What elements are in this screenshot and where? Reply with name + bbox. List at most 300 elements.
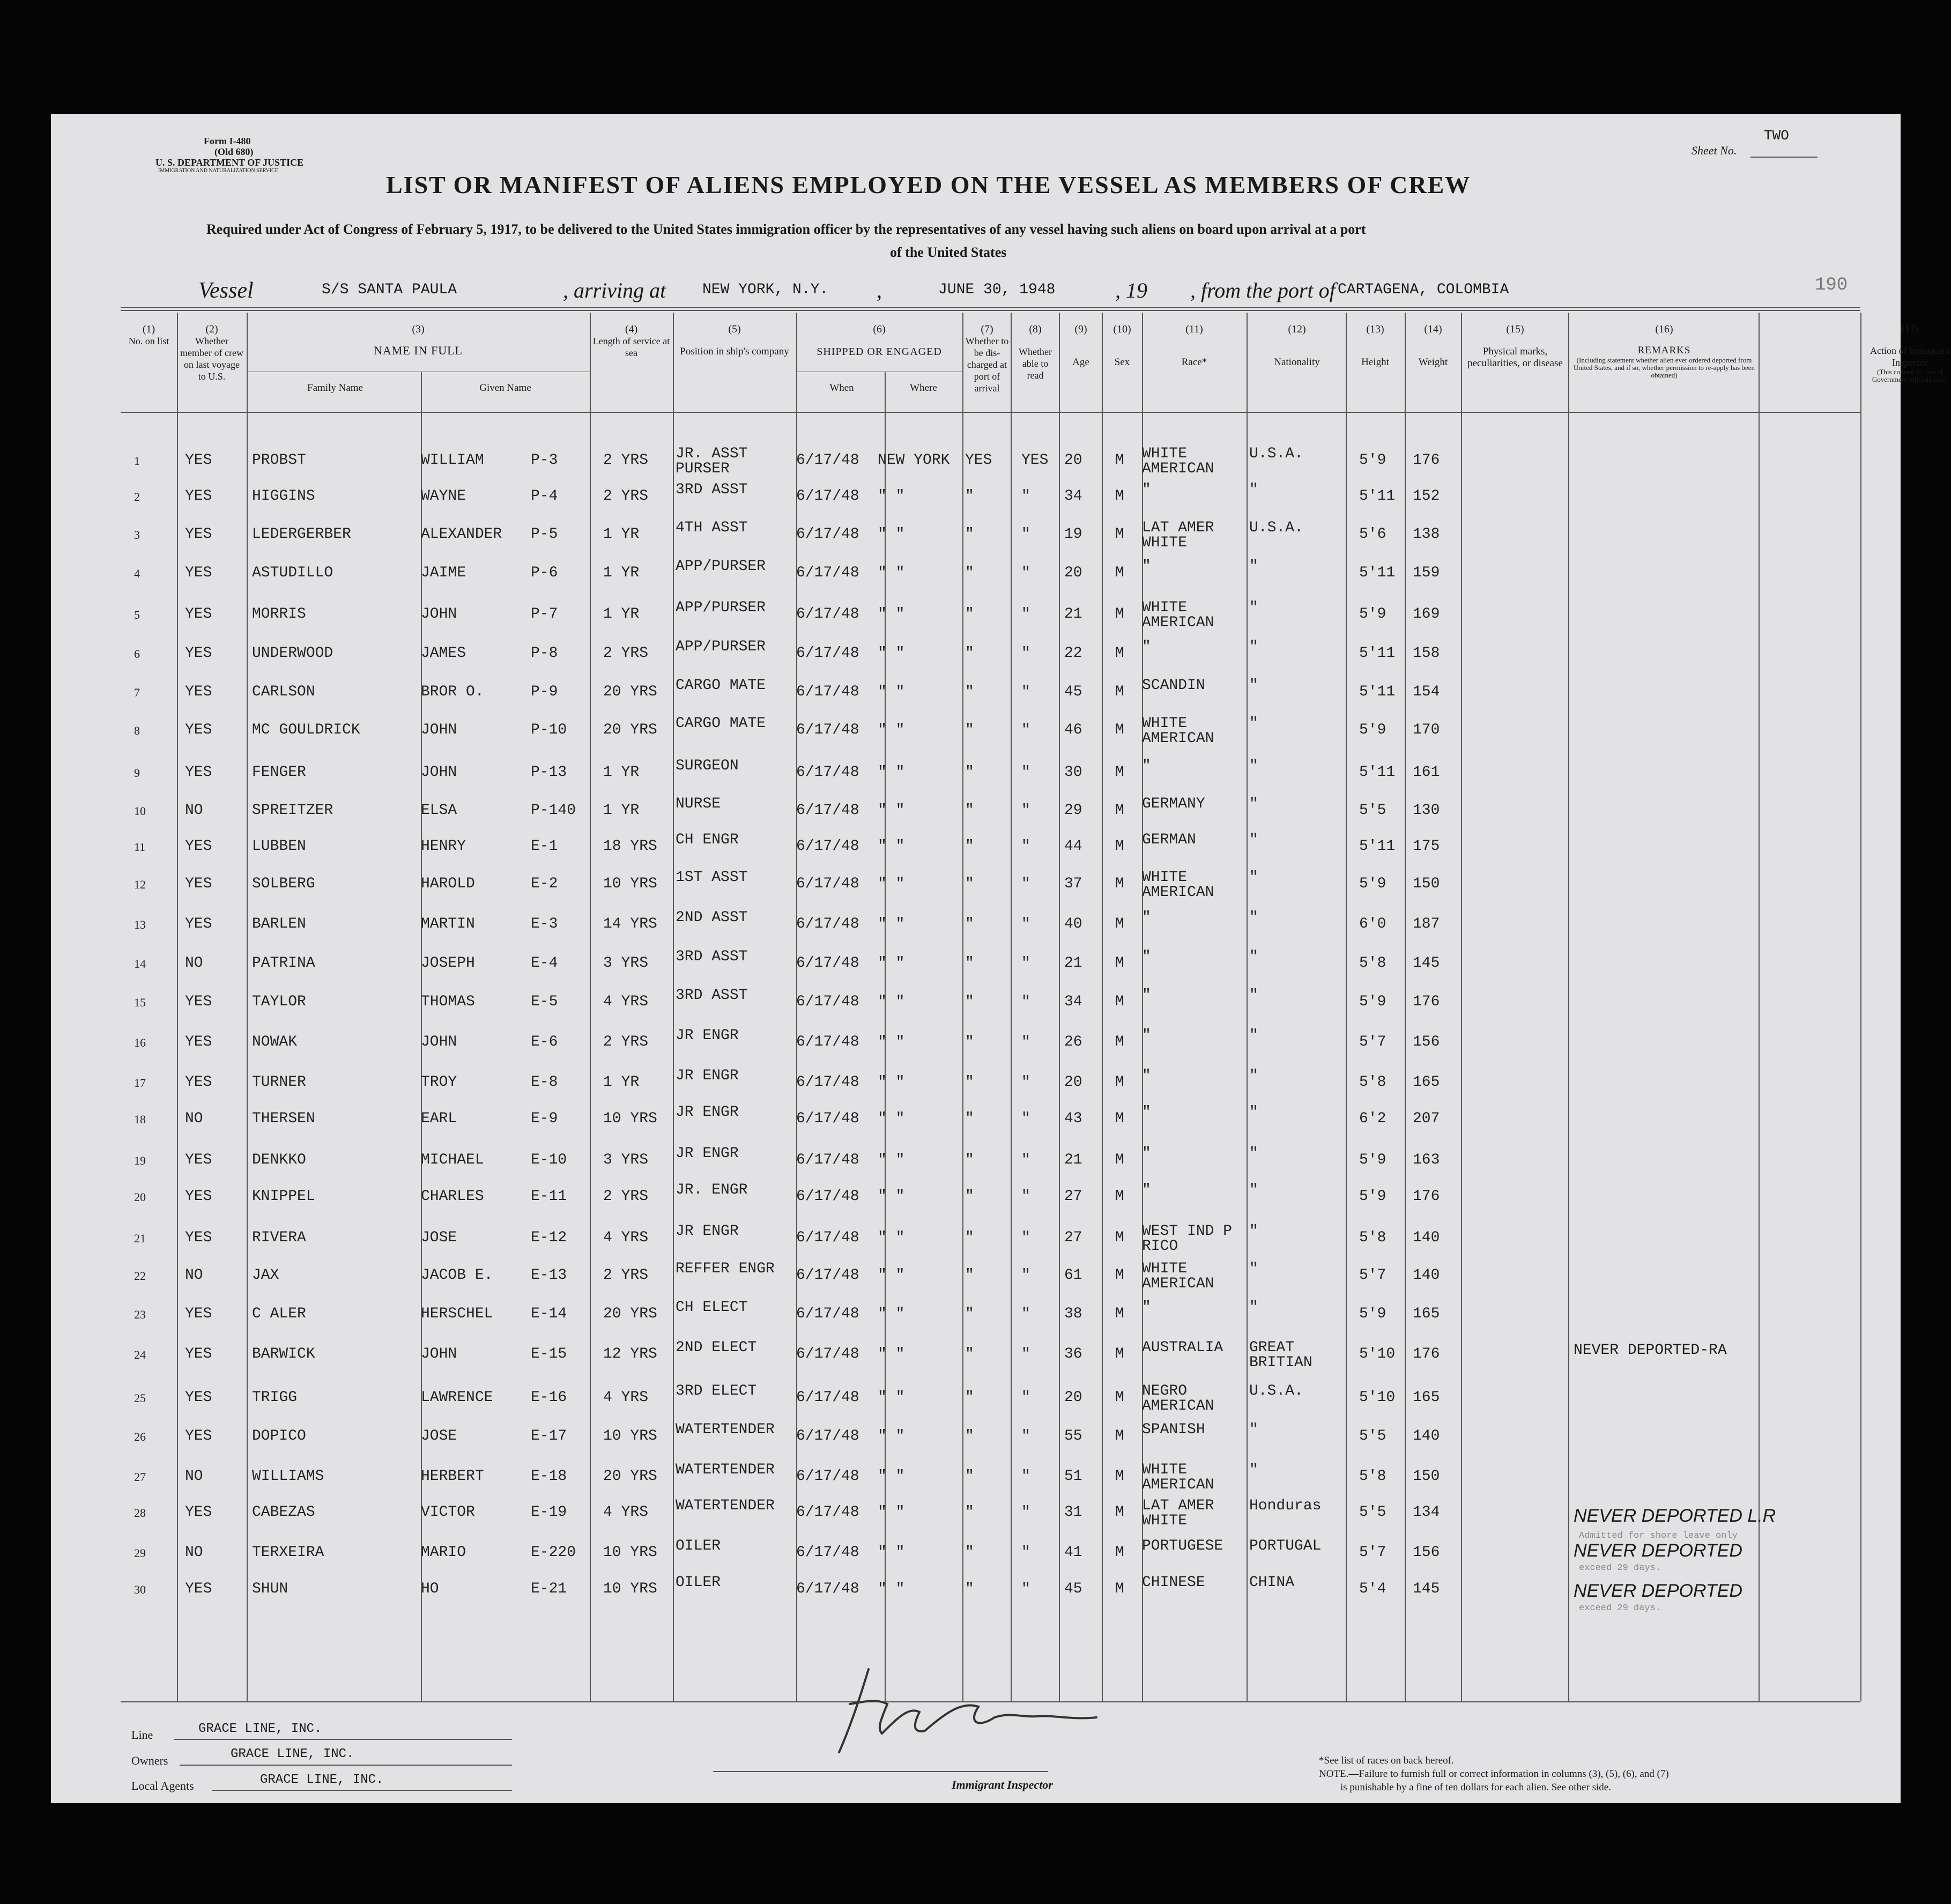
cell-no: 4 xyxy=(134,567,140,580)
cell-nationality: " xyxy=(1249,715,1258,732)
cell-family: HIGGINS xyxy=(252,488,315,505)
cell-age: 20 xyxy=(1064,565,1082,581)
cell-member: YES xyxy=(185,1152,212,1168)
cell-race: SPANISH xyxy=(1142,1421,1205,1438)
cell-member: YES xyxy=(185,1034,212,1050)
header-rule-thin xyxy=(121,307,1860,308)
cell-no: 12 xyxy=(134,878,146,891)
cell-given: MICHAEL xyxy=(421,1152,484,1168)
cell-sex: M xyxy=(1115,684,1124,700)
cell-read: " xyxy=(1021,994,1030,1010)
cell-nationality: Honduras xyxy=(1249,1498,1322,1514)
cell-member: NO xyxy=(185,1110,203,1127)
cell-family: LEDERGERBER xyxy=(252,526,351,543)
cell-family: SPREITZER xyxy=(252,802,333,819)
col-header-read: (8) Whether able to read xyxy=(1019,323,1052,381)
cell-race: " xyxy=(1142,639,1151,655)
cell-no: 2 xyxy=(134,490,140,503)
cell-service: 12 YRS xyxy=(603,1346,657,1362)
cell-no: 5 xyxy=(134,608,140,621)
cell-service: 3 YRS xyxy=(603,1152,649,1168)
col-header-given: Given Name xyxy=(479,382,531,394)
cell-when: 6/17/48 xyxy=(796,722,859,738)
cell-age: 21 xyxy=(1064,606,1082,623)
cell-position: 3RD ASST xyxy=(676,949,748,965)
cell-height: 5'7 xyxy=(1359,1267,1386,1284)
cell-sex: M xyxy=(1115,955,1124,972)
cell-height: 5'9 xyxy=(1359,606,1386,623)
cell-age: 20 xyxy=(1064,452,1082,469)
cell-race: PORTUGESE xyxy=(1142,1538,1223,1554)
vessel-label: Vessel xyxy=(198,278,254,303)
cell-height: 5'9 xyxy=(1359,994,1386,1010)
col-header-member: (2) Whether member of crew on last voyage to U.S. xyxy=(180,323,243,382)
cell-sex: M xyxy=(1115,1544,1124,1561)
cell-given: JOHN xyxy=(421,764,457,781)
cell-discharged: " xyxy=(965,722,974,738)
cell-service: 4 YRS xyxy=(603,1229,649,1246)
cell-where: " " xyxy=(878,1229,905,1246)
cell-read: " xyxy=(1021,955,1030,972)
agents-value: GRACE LINE, INC. xyxy=(260,1773,384,1787)
cell-height: 5'5 xyxy=(1359,1504,1386,1521)
inspector-signature xyxy=(818,1653,1118,1760)
cell-given: MARTIN xyxy=(421,916,475,932)
cell-height: 5'5 xyxy=(1359,1428,1386,1444)
cell-no: 20 xyxy=(134,1190,146,1204)
cell-race: " xyxy=(1142,1145,1151,1162)
cell-position: OILER xyxy=(676,1574,721,1591)
cell-where: " " xyxy=(878,1581,905,1597)
cell-member: YES xyxy=(185,722,212,738)
cell-member: YES xyxy=(185,876,212,892)
col-header-service: (4) Length of service at sea xyxy=(592,323,670,358)
cell-code: E-11 xyxy=(531,1188,567,1205)
cell-member: YES xyxy=(185,645,212,662)
cell-height: 5'11 xyxy=(1359,488,1396,505)
cell-family: DOPICO xyxy=(252,1428,306,1444)
cell-weight: 159 xyxy=(1413,565,1440,581)
cell-when: 6/17/48 xyxy=(796,1267,859,1284)
cell-when: 6/17/48 xyxy=(796,1306,859,1322)
cell-position: NURSE xyxy=(676,796,721,812)
cell-given: ALEXANDER xyxy=(421,526,502,543)
cell-code: P-4 xyxy=(531,488,558,505)
cell-position: 2ND ASST xyxy=(676,909,748,926)
cell-no: 7 xyxy=(134,686,140,699)
cell-service: 1 YR xyxy=(603,802,640,819)
cell-service: 2 YRS xyxy=(603,488,649,505)
cell-height: 5'11 xyxy=(1359,645,1396,662)
cell-nationality: " xyxy=(1249,796,1258,812)
cell-height: 5'10 xyxy=(1359,1346,1396,1362)
cell-sex: M xyxy=(1115,1428,1124,1444)
cell-age: 44 xyxy=(1064,838,1082,855)
col-header-action: (17) Action of Immigrant Inspector (This column for use of Government officials only) xyxy=(1870,323,1950,383)
cell-nationality: " xyxy=(1249,1462,1258,1478)
cell-nationality: U.S.A. xyxy=(1249,520,1303,536)
cell-family: LUBBEN xyxy=(252,838,306,855)
cell-sex: M xyxy=(1115,1468,1124,1485)
cell-where: " " xyxy=(878,1504,905,1521)
cell-sex: M xyxy=(1115,488,1124,505)
cell-discharged: " xyxy=(965,1306,974,1322)
cell-code: E-14 xyxy=(531,1306,567,1322)
cell-member: YES xyxy=(185,1428,212,1444)
cell-height: 5'11 xyxy=(1359,565,1396,581)
col-header-when: When xyxy=(829,382,854,394)
cell-given: JOHN xyxy=(421,722,457,738)
cell-where: " " xyxy=(878,994,905,1010)
cell-when: 6/17/48 xyxy=(796,1468,859,1485)
cell-when: 6/17/48 xyxy=(796,1110,859,1127)
col-header-nationality: (12) Nationality xyxy=(1274,323,1320,368)
cell-no: 30 xyxy=(134,1583,146,1596)
cell-height: 5'8 xyxy=(1359,1468,1386,1485)
cell-service: 20 YRS xyxy=(603,1468,657,1485)
cell-member: YES xyxy=(185,1306,212,1322)
cell-family: WILLIAMS xyxy=(252,1468,324,1485)
cell-service: 20 YRS xyxy=(603,684,657,700)
cell-age: 51 xyxy=(1064,1468,1082,1485)
year-label: , 19 xyxy=(1115,278,1147,302)
cell-position: OILER xyxy=(676,1538,721,1554)
footnote-penalty: NOTE.—Failure to furnish full or correct information in columns (3), (5), (6), and (7) xyxy=(1319,1768,1669,1780)
from-label: , from the port of xyxy=(1190,278,1336,302)
table-row xyxy=(51,520,1901,558)
agents-label: Local Agents xyxy=(131,1779,194,1792)
cell-position: 2ND ELECT xyxy=(676,1339,757,1356)
table-row xyxy=(51,1223,1901,1262)
cell-position: JR ENGR xyxy=(676,1027,739,1044)
cell-sex: M xyxy=(1115,1504,1124,1521)
cell-when: 6/17/48 xyxy=(796,916,859,932)
cell-where: " " xyxy=(878,684,905,700)
table-row xyxy=(51,558,1901,597)
cell-family: TRIGG xyxy=(252,1389,298,1406)
cell-given: THOMAS xyxy=(421,994,475,1010)
cell-member: YES xyxy=(185,452,212,469)
table-row xyxy=(51,987,1901,1026)
cell-height: 5'8 xyxy=(1359,1229,1386,1246)
cell-given: MARIO xyxy=(421,1544,466,1561)
arriving-label: , arriving at xyxy=(563,278,666,302)
cell-weight: 156 xyxy=(1413,1034,1440,1050)
cell-no: 19 xyxy=(134,1154,146,1167)
cell-where: " " xyxy=(878,1110,905,1127)
cell-read: " xyxy=(1021,838,1030,855)
vessel-name: S/S SANTA PAULA xyxy=(322,281,457,298)
cell-race: " xyxy=(1142,1182,1151,1198)
cell-position: 1ST ASST xyxy=(676,869,748,886)
arrival-port: NEW YORK, N.Y. xyxy=(702,281,829,298)
cell-family: CABEZAS xyxy=(252,1504,315,1521)
cell-height: 5'11 xyxy=(1359,838,1396,855)
cell-race: SCANDIN xyxy=(1142,677,1205,694)
cell-position: JR ENGR xyxy=(676,1104,739,1121)
cell-given: VICTOR xyxy=(421,1504,475,1521)
cell-race: AUSTRALIA xyxy=(1142,1339,1223,1356)
cell-member: YES xyxy=(185,565,212,581)
cell-sex: M xyxy=(1115,1346,1124,1362)
cell-when: 6/17/48 xyxy=(796,802,859,819)
cell-position: CH ENGR xyxy=(676,832,739,848)
cell-nationality: " xyxy=(1249,1068,1258,1084)
cell-where: NEW YORK xyxy=(878,452,950,469)
table-row xyxy=(51,1182,1901,1220)
cell-weight: 158 xyxy=(1413,645,1440,662)
cell-read: " xyxy=(1021,1110,1030,1127)
cell-nationality: GREAT BRITIAN xyxy=(1249,1339,1312,1371)
cell-weight: 134 xyxy=(1413,1504,1440,1521)
cell-race: LAT AMER WHITE xyxy=(1142,1498,1214,1529)
cell-member: YES xyxy=(185,838,212,855)
cell-family: PATRINA xyxy=(252,955,315,972)
cell-position: APP/PURSER xyxy=(676,639,766,655)
cell-discharged: " xyxy=(965,645,974,662)
cell-no: 21 xyxy=(134,1232,146,1245)
cell-code: E-12 xyxy=(531,1229,567,1246)
cell-code: P-10 xyxy=(531,722,567,738)
cell-family: C ALER xyxy=(252,1306,306,1322)
cell-when: 6/17/48 xyxy=(796,452,859,469)
cell-no: 16 xyxy=(134,1036,146,1049)
cell-age: 55 xyxy=(1064,1428,1082,1444)
cell-read: " xyxy=(1021,1544,1030,1561)
cell-code: E-6 xyxy=(531,1034,558,1050)
cell-service: 1 YR xyxy=(603,1074,640,1091)
cell-position: REFFER ENGR xyxy=(676,1261,775,1277)
cell-height: 5'9 xyxy=(1359,1152,1386,1168)
cell-given: CHARLES xyxy=(421,1188,484,1205)
cell-nationality: " xyxy=(1249,869,1258,886)
cell-when: 6/17/48 xyxy=(796,488,859,505)
owners-label: Owners xyxy=(131,1754,168,1767)
cell-code: E-19 xyxy=(531,1504,567,1521)
cell-where: " " xyxy=(878,1346,905,1362)
cell-position: 4TH ASST xyxy=(676,520,748,536)
cell-race: WEST IND P RICO xyxy=(1142,1223,1233,1255)
cell-age: 45 xyxy=(1064,1581,1082,1597)
subtitle: Required under Act of Congress of February 5, 1917, to be delivered to the United States immigration officer by the representatives of any vessel having such aliens on board upon arrival at a port xyxy=(206,221,1366,237)
cell-discharged: " xyxy=(965,684,974,700)
cell-discharged: " xyxy=(965,1346,974,1362)
cell-code: P-8 xyxy=(531,645,558,662)
cell-nationality: " xyxy=(1249,1421,1258,1438)
cell-code: E-10 xyxy=(531,1152,567,1168)
cell-race: WHITE AMERICAN xyxy=(1142,715,1214,747)
cell-discharged: " xyxy=(965,1267,974,1284)
cell-sex: M xyxy=(1115,722,1124,738)
cell-code: E-21 xyxy=(531,1581,567,1597)
cell-given: HAROLD xyxy=(421,876,475,892)
cell-race: WHITE AMERICAN xyxy=(1142,446,1214,477)
cell-family: MORRIS xyxy=(252,606,306,623)
cell-height: 6'2 xyxy=(1359,1110,1386,1127)
table-row xyxy=(51,796,1901,834)
cell-where: " " xyxy=(878,1034,905,1050)
cell-nationality: " xyxy=(1249,1104,1258,1121)
cell-position: CARGO MATE xyxy=(676,677,766,694)
cell-service: 1 YR xyxy=(603,606,640,623)
cell-discharged: YES xyxy=(965,452,992,469)
cell-nationality: " xyxy=(1249,1223,1258,1240)
cell-when: 6/17/48 xyxy=(796,1188,859,1205)
cell-service: 1 YR xyxy=(603,764,640,781)
cell-age: 31 xyxy=(1064,1504,1082,1521)
cell-position: JR. ENGR xyxy=(676,1182,748,1198)
cell-service: 4 YRS xyxy=(603,1504,649,1521)
cell-nationality: " xyxy=(1249,639,1258,655)
table-row xyxy=(51,909,1901,948)
cell-nationality: " xyxy=(1249,1299,1258,1316)
cell-weight: 150 xyxy=(1413,1468,1440,1485)
cell-service: 2 YRS xyxy=(603,1267,649,1284)
cell-no: 15 xyxy=(134,996,146,1009)
cell-sex: M xyxy=(1115,1110,1124,1127)
table-row xyxy=(51,481,1901,520)
cell-where: " " xyxy=(878,1074,905,1091)
cell-height: 5'4 xyxy=(1359,1581,1386,1597)
cell-read: " xyxy=(1021,1152,1030,1168)
cell-read: " xyxy=(1021,1346,1030,1362)
cell-race: WHITE AMERICAN xyxy=(1142,869,1214,901)
col-header-no: (1) No. on list xyxy=(128,323,169,346)
cell-read: " xyxy=(1021,1034,1030,1050)
cell-age: 21 xyxy=(1064,1152,1082,1168)
cell-service: 10 YRS xyxy=(603,1110,657,1127)
cell-sex: M xyxy=(1115,1389,1124,1406)
cell-read: " xyxy=(1021,488,1030,505)
cell-read: " xyxy=(1021,1389,1030,1406)
cell-member: NO xyxy=(185,802,203,819)
cell-weight: 150 xyxy=(1413,876,1440,892)
cell-discharged: " xyxy=(965,1468,974,1485)
cell-position: JR. ASST PURSER xyxy=(676,446,748,477)
cell-nationality: " xyxy=(1249,1182,1258,1198)
cell-member: NO xyxy=(185,1544,203,1561)
cell-race: " xyxy=(1142,909,1151,926)
cell-sex: M xyxy=(1115,452,1124,469)
cell-when: 6/17/48 xyxy=(796,1074,859,1091)
cell-member: YES xyxy=(185,764,212,781)
cell-age: 20 xyxy=(1064,1074,1082,1091)
cell-race: LAT AMER WHITE xyxy=(1142,520,1214,551)
table-row xyxy=(51,1145,1901,1184)
cell-when: 6/17/48 xyxy=(796,994,859,1010)
cell-nationality: U.S.A. xyxy=(1249,1383,1303,1399)
cell-age: 46 xyxy=(1064,722,1082,738)
cell-where: " " xyxy=(878,565,905,581)
cell-code: E-220 xyxy=(531,1544,576,1561)
cell-age: 19 xyxy=(1064,526,1082,543)
cell-where: " " xyxy=(878,526,905,543)
cell-read: " xyxy=(1021,1306,1030,1322)
table-row xyxy=(51,1299,1901,1338)
cell-nationality: PORTUGAL xyxy=(1249,1538,1322,1554)
cell-position: JR ENGR xyxy=(676,1145,739,1162)
cell-service: 1 YR xyxy=(603,526,640,543)
sheet-underline xyxy=(1750,157,1818,158)
cell-code: E-18 xyxy=(531,1468,567,1485)
cell-race: " xyxy=(1142,1299,1151,1316)
cell-sex: M xyxy=(1115,526,1124,543)
table-row xyxy=(51,1462,1901,1500)
cell-given: JAIME xyxy=(421,565,466,581)
cell-age: 61 xyxy=(1064,1267,1082,1284)
cell-code: P-140 xyxy=(531,802,576,819)
cell-race: CHINESE xyxy=(1142,1574,1205,1591)
cell-discharged: " xyxy=(965,955,974,972)
cell-read: " xyxy=(1021,764,1030,781)
cell-code: E-9 xyxy=(531,1110,558,1127)
cell-member: YES xyxy=(185,1074,212,1091)
cell-weight: 145 xyxy=(1413,1581,1440,1597)
cell-discharged: " xyxy=(965,488,974,505)
table-row xyxy=(51,599,1901,638)
cell-when: 6/17/48 xyxy=(796,565,859,581)
cell-weight: 161 xyxy=(1413,764,1440,781)
cell-code: E-3 xyxy=(531,916,558,932)
cell-nationality: " xyxy=(1249,558,1258,575)
remark-row-28: NEVER DEPORTED L.R xyxy=(1574,1506,1776,1526)
cell-family: SHUN xyxy=(252,1581,288,1597)
cell-sex: M xyxy=(1115,916,1124,932)
cell-code: P-5 xyxy=(531,526,558,543)
cell-service: 10 YRS xyxy=(603,1581,657,1597)
cell-position: SURGEON xyxy=(676,758,739,774)
cell-age: 36 xyxy=(1064,1346,1082,1362)
cell-no: 8 xyxy=(134,724,140,737)
cell-sex: M xyxy=(1115,1074,1124,1091)
cell-family: THERSEN xyxy=(252,1110,315,1127)
cell-nationality: U.S.A. xyxy=(1249,446,1303,462)
cell-position: APP/PURSER xyxy=(676,558,766,575)
cell-position: WATERTENDER xyxy=(676,1462,775,1478)
cell-discharged: " xyxy=(965,1544,974,1561)
sheet-number: TWO xyxy=(1764,128,1789,144)
cell-when: 6/17/48 xyxy=(796,684,859,700)
cell-position: WATERTENDER xyxy=(676,1421,775,1438)
cell-family: CARLSON xyxy=(252,684,315,700)
cell-where: " " xyxy=(878,645,905,662)
cell-read: " xyxy=(1021,606,1030,623)
cell-age: 27 xyxy=(1064,1229,1082,1246)
cell-race: " xyxy=(1142,481,1151,498)
col-header-height: (13) Height xyxy=(1361,323,1389,368)
cell-service: 14 YRS xyxy=(603,916,657,932)
cell-weight: 207 xyxy=(1413,1110,1440,1127)
cell-sex: M xyxy=(1115,1152,1124,1168)
cell-family: NOWAK xyxy=(252,1034,298,1050)
cell-given: JACOB E. xyxy=(421,1267,493,1284)
cell-discharged: " xyxy=(965,1428,974,1444)
cell-height: 5'8 xyxy=(1359,955,1386,972)
table-row xyxy=(51,1261,1901,1299)
cell-when: 6/17/48 xyxy=(796,1034,859,1050)
cell-discharged: " xyxy=(965,994,974,1010)
cell-where: " " xyxy=(878,802,905,819)
table-row xyxy=(51,1383,1901,1421)
owners-value: GRACE LINE, INC. xyxy=(231,1747,354,1761)
cell-age: 37 xyxy=(1064,876,1082,892)
cell-sex: M xyxy=(1115,1306,1124,1322)
cell-read: " xyxy=(1021,1074,1030,1091)
cell-nationality: " xyxy=(1249,832,1258,848)
cell-where: " " xyxy=(878,764,905,781)
subtitle-cont: of the United States xyxy=(890,245,1007,260)
cell-height: 6'0 xyxy=(1359,916,1386,932)
